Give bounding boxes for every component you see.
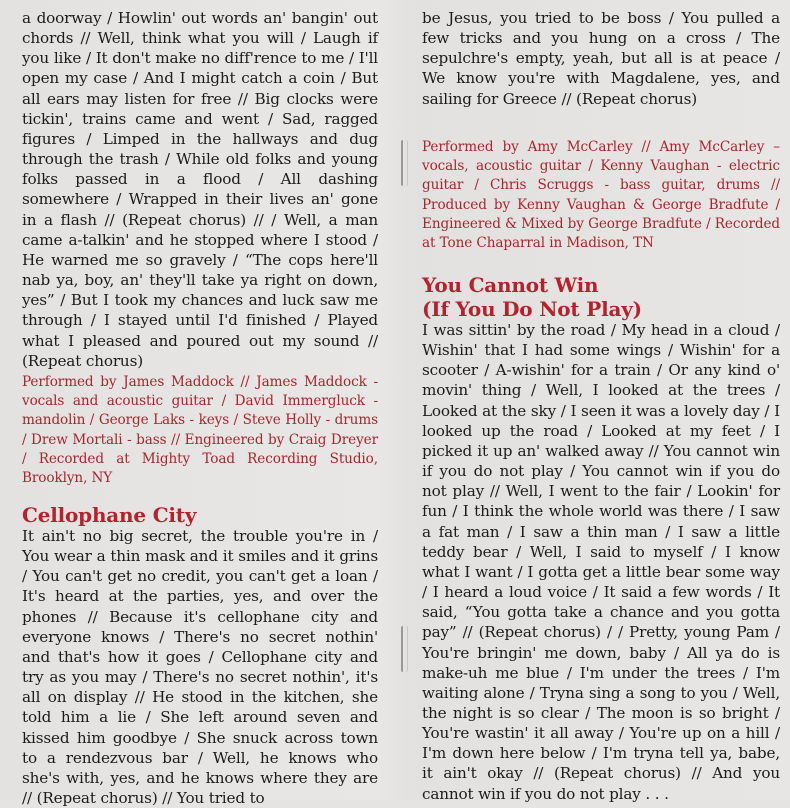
song-title-line-2: (If You Do Not Play) <box>422 297 642 321</box>
credits-james-maddock: Performed by James Maddock // James Maddock - vocals and acoustic guitar / David Immergluck - mandolin / George Laks - keys / Steve Holly - drums / Drew Mortali - bass // Engineered by Craig Dreyer / Recorded at Mighty Toad Recording Studio, Brooklyn, NY <box>22 374 378 487</box>
song-title-line-1: You Cannot Win <box>422 273 599 297</box>
staple-bottom <box>401 626 408 672</box>
song-title-cellophane-city: Cellophane City <box>22 503 197 527</box>
lyrics-you-cannot-win: I was sittin' by the road / My head in a cloud / Wishin' that I had some wings / Wishin' for a scooter / A-wishin' for a train / Or any kind o' movin' thing / Well, I looked at the trees / Looked at the sky / I seen it was a lovely day / I looked up the road / Looked at my feet / I picked it up an' walked away // You cannot win if you do not play / You cannot win if you do not play // Well, I went to the fair / Lookin' for fun / I think the whole world was there / I saw a fat man / I saw a thin man / I saw a little teddy bear / Well, I said to myself / I know what I want / I gotta get a little bear some way / I heard a loud voice / It said a few words / It said, “You gotta take a chance and you gotta pay” // (Repeat chorus) / / Pretty, young Pam / You're bringin' me down, baby / All ya do is make-uh me blue / I'm under the trees / I'm waiting alone / Tryna sing a song to you / Well, the night is so clear / The moon is so bright / You're wastin' it all away / You're up on a hill / I'm down here below / I'm tryna tell ya, babe, it ain't okay // (Repeat chorus) // And you cannot win if you do not play . . . <box>422 321 780 803</box>
credits-amy-mccarley: Performed by Amy McCarley // Amy McCarley – vocals, acoustic guitar / Kenny Vaughan - electric guitar / Chris Scruggs - bass guitar, drums // Produced by Kenny Vaughan & George Bradfute / Engineered & Mixed by George Bradfute / Recorded at Tone Chaparral in Madison, TN <box>422 139 780 252</box>
lyrics-cellophane-city: It ain't no big secret, the trouble you're in / You wear a thin mask and it smiles and it grins / You can't get no credit, you can't get a loan / It's heard at the parties, yes, and over the phones // Because it's cellophane city and everyone knows / There's no secret nothin' and that's how it goes / Cellophane city and try as you may / There's no secret nothin', it's all on display // He stood in the kitchen, she told him a lie / She left around seven and kissed him goodbye / She snuck across town to a rendezvous bar / Well, he knows who she's with, yes, and he knows where they are // (Repeat chorus) // You tried to <box>22 527 378 808</box>
lyrics-continuation-right: be Jesus, you tried to be boss / You pulled a few tricks and you hung on a cross / The sepulchre's empty, yeah, but all is at peace / We know you're with Magdalene, yes, and sailing for Greece // (Repeat chorus) <box>422 9 780 108</box>
lyrics-continuation: a doorway / Howlin' out words an' bangin' out chords // Well, think what you will / Laugh if you like / It don't make no diff'rence to me / I'll open my case / And I might catch a coin / But all ears may listen for free // Big clocks were tickin', trains came and went / Sad, ragged figures / Limped in the hallways and dug through the trash / While old folks and young folks passed in a flood / All dashing somewhere / Wrapped in their lives an' gone in a flash // (Repeat chorus) // / Well, a man came a-talkin' and he stopped where I stood / He warned me so gravely / “The cops here'll nab ya, boy, an' they'll take ya right on down, yes” / But I took my chances and luck saw me through / I stayed until I'd finished / Played what I pleased and poured out my sound // (Repeat chorus) <box>22 9 378 370</box>
staple-top <box>401 140 408 186</box>
song-title-you-cannot-win <box>422 273 642 321</box>
